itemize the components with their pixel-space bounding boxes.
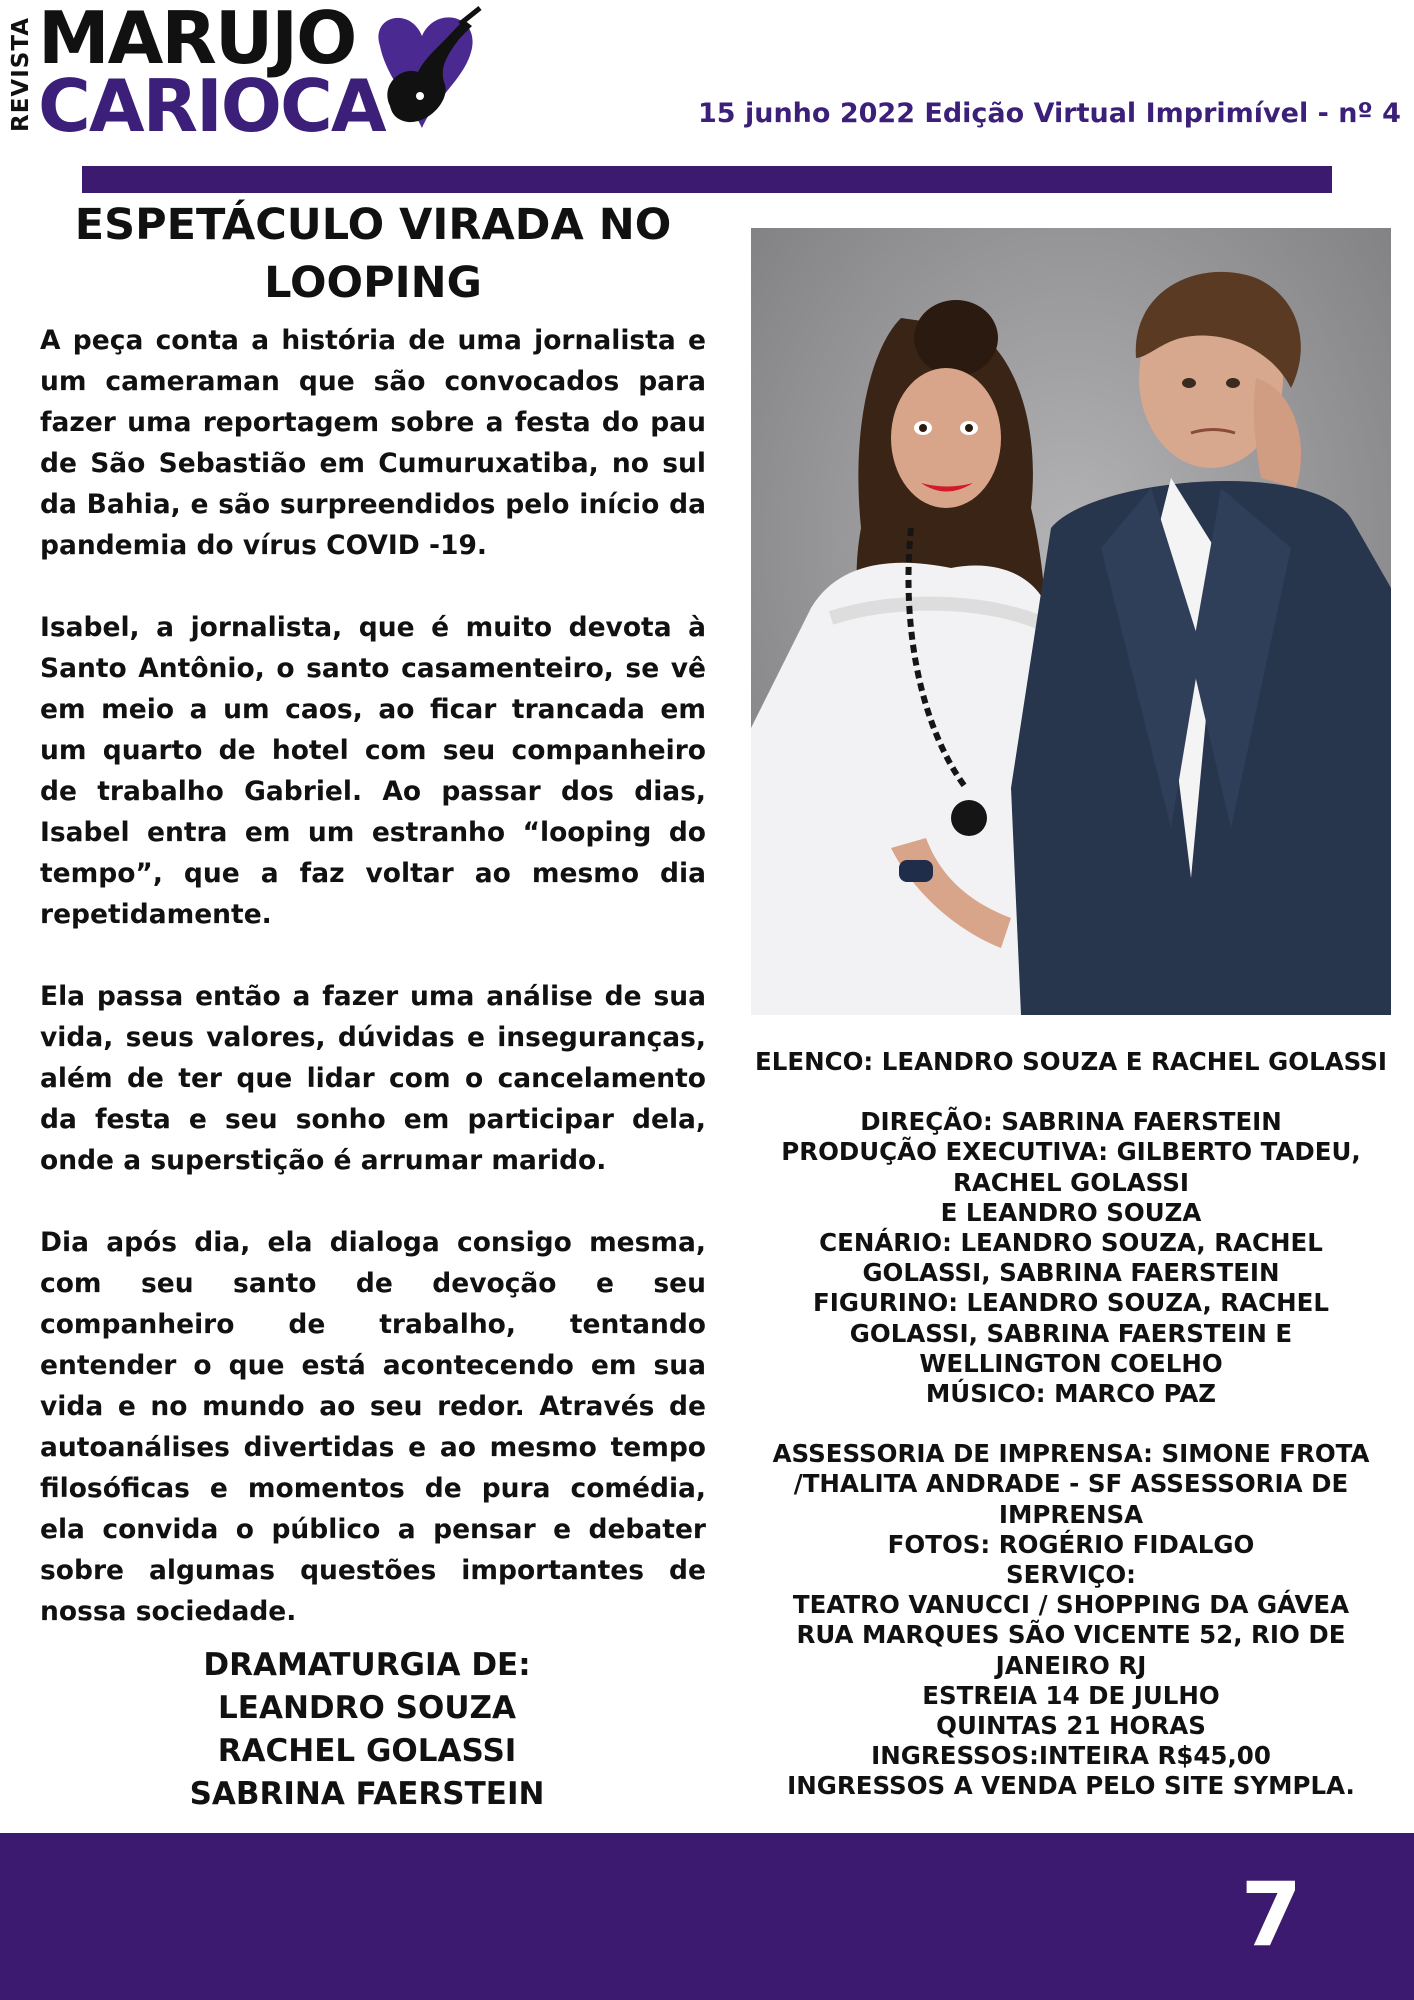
credit-line: CENÁRIO: LEANDRO SOUZA, RACHEL [819, 1228, 1323, 1258]
masthead [6, 0, 486, 148]
credit-line: PRODUÇÃO EXECUTIVA: GILBERTO TADEU, [781, 1137, 1361, 1167]
logo-marujo-text: MARUJO [38, 0, 356, 80]
credit-line: ASSESSORIA DE IMPRENSA: SIMONE FROTA [772, 1439, 1370, 1469]
cast-photo-illustration [751, 228, 1391, 1015]
dramaturgia-name: LEANDRO SOUZA [218, 1690, 516, 1726]
article-paragraph: Isabel, a jornalista, que é muito devota à Santo Antônio, o santo casamenteiro, se vê em meio a um caos, ao ficar trancada em um quarto de hotel com seu companheiro de trabalho Gabriel. Ao passar dos dias, Isabel entra em um estranho “looping do tempo”, que a faz voltar ao mesmo dia repetidamente. [40, 612, 706, 930]
dramaturgia-credits [40, 1644, 694, 1816]
credit-line: SERVIÇO: [1006, 1560, 1136, 1590]
credit-line: GOLASSI, SABRINA FAERSTEIN [862, 1258, 1280, 1288]
credits-elenco: ELENCO: LEANDRO SOUZA E RACHEL GOLASSI [755, 1047, 1387, 1076]
credit-line: GOLASSI, SABRINA FAERSTEIN E [849, 1318, 1293, 1348]
credit-line: MÚSICO: MARCO PAZ [925, 1379, 1217, 1409]
logo-revista-text: REVISTA [8, 16, 34, 132]
cast-photo [751, 228, 1391, 1015]
credit-line: IMPRENSA [998, 1499, 1144, 1529]
page-number: 7 [1240, 1863, 1302, 1966]
logo-carioca-text: CARIOCA [38, 64, 385, 148]
article-paragraph: A peça conta a história de uma jornalista e um cameraman que são convocados para fazer uma reportagem sobre a festa do pau de São Sebastião em Cumuruxatiba, no sul da Bahia, e são surpreendidos pelo início da pandemia do vírus COVID -19. [40, 325, 706, 561]
edition-info: 15 junho 2022 Edição Virtual Imprimível - nº 4 [698, 98, 1401, 129]
guitar-heart-logo-icon [360, 6, 490, 138]
credit-line: JANEIRO RJ [995, 1650, 1147, 1680]
article-paragraph: Ela passa então a fazer uma análise de sua vida, seus valores, dúvidas e inseguranças, além de ter que lidar com o cancelamento da festa e seu sonho em participar dela, onde a superstição é arrumar marido. [40, 981, 706, 1176]
credit-line: /THALITA ANDRADE - SF ASSESSORIA DE [793, 1469, 1349, 1499]
credits-production [744, 1107, 1398, 1409]
credit-line: INGRESSOS:INTEIRA R$45,00 [871, 1741, 1271, 1771]
credit-line: DIREÇÃO: SABRINA FAERSTEIN [860, 1107, 1282, 1137]
credit-line: INGRESSOS A VENDA PELO SITE SYMPLA. [787, 1771, 1355, 1801]
credit-line: E LEANDRO SOUZA [940, 1197, 1202, 1227]
credit-line: RUA MARQUES SÃO VICENTE 52, RIO DE [796, 1620, 1346, 1650]
dramaturgia-name: SABRINA FAERSTEIN [189, 1776, 545, 1812]
credit-line: TEATRO VANUCCI / SHOPPING DA GÁVEA [792, 1590, 1350, 1620]
header-divider-bar [82, 166, 1332, 193]
credit-line: WELLINGTON COELHO [919, 1348, 1223, 1378]
credit-line: FOTOS: ROGÉRIO FIDALGO [887, 1529, 1255, 1559]
article-title: ESPETÁCULO VIRADA NO LOOPING [74, 200, 672, 308]
credit-line: FIGURINO: LEANDRO SOUZA, RACHEL [813, 1288, 1329, 1318]
credits-service [744, 1439, 1398, 1801]
credit-line: ESTREIA 14 DE JULHO [922, 1680, 1220, 1710]
article-body [40, 320, 706, 1632]
credit-line: RACHEL GOLASSI [952, 1167, 1189, 1197]
dramaturgia-name: RACHEL GOLASSI [217, 1733, 517, 1769]
footer-bar [0, 1833, 1414, 2000]
credit-line: QUINTAS 21 HORAS [936, 1711, 1206, 1741]
credits-panel [744, 1047, 1398, 1802]
dramaturgia-heading: DRAMATURGIA DE: [203, 1647, 531, 1683]
article-paragraph: Dia após dia, ela dialoga consigo mesma, com seu santo de devoção e seu companheiro de trabalho, tentando entender o que está acontecendo em sua vida e no mundo ao seu redor. Através de autoanálises divertidas e ao mesmo tempo filosóficas e momentos de pura comédia, ela convida o público a pensar e debater sobre algumas questões importantes de nossa sociedade. [40, 1227, 706, 1627]
